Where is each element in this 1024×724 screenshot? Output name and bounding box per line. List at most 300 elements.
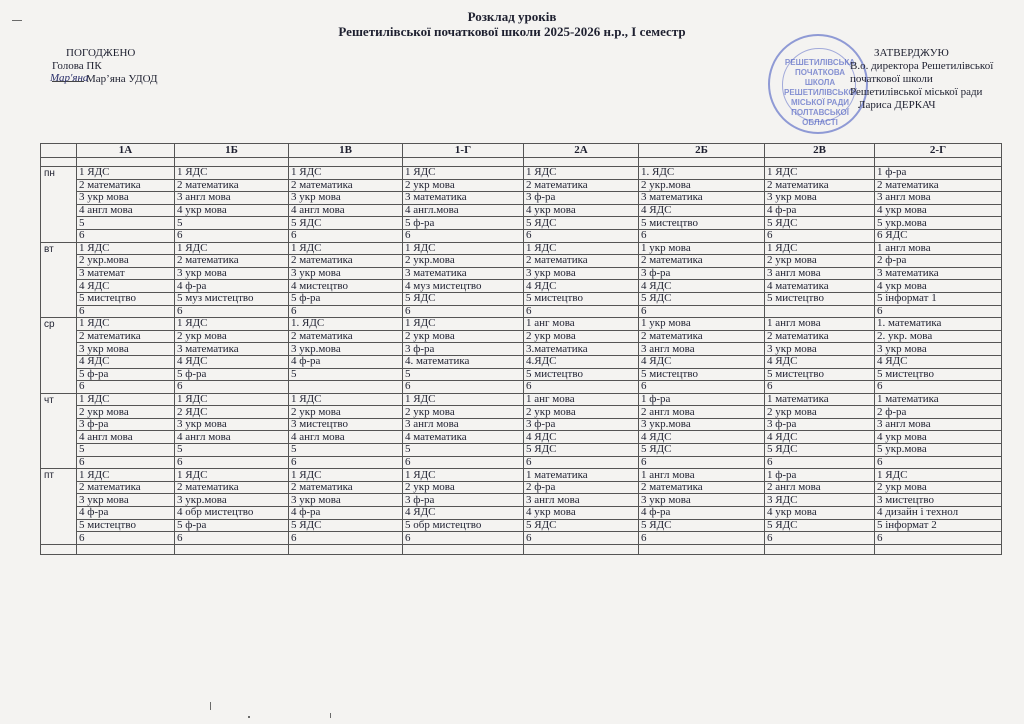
- lesson-cell: 3 математика: [639, 192, 765, 205]
- lesson-cell: 4 ф-ра: [175, 280, 289, 293]
- lesson-row: [41, 494, 1002, 507]
- lesson-cell: 1 ЯДС: [77, 393, 175, 406]
- lesson-cell: 4 математика: [765, 280, 875, 293]
- lesson-cell: 4 укр мова: [175, 204, 289, 217]
- lesson-row: [41, 355, 1002, 368]
- lesson-cell: 4 ЯДС: [639, 355, 765, 368]
- lesson-cell: 4 англ мова: [77, 431, 175, 444]
- lesson-cell: 2 ф-ра: [875, 255, 1002, 268]
- approved-left-label: ПОГОДЖЕНО: [66, 47, 136, 59]
- empty-cell: [765, 544, 875, 554]
- lesson-cell: 6: [77, 381, 175, 394]
- seal-line-4: МІСЬКОЇ РАДИ: [790, 98, 850, 107]
- lesson-cell: 5 ЯДС: [639, 519, 765, 532]
- lesson-cell: 2 укр мова: [77, 406, 175, 419]
- lesson-cell: 1. математика: [875, 318, 1002, 331]
- lesson-cell: 2 укр.мова: [639, 179, 765, 192]
- empty-cell: [41, 544, 77, 554]
- lesson-cell: 5 муз мистецтво: [175, 292, 289, 305]
- lesson-cell: 4 ЯДС: [524, 431, 639, 444]
- lesson-cell: 2 математика: [639, 255, 765, 268]
- lesson-cell: 5 ЯДС: [765, 444, 875, 457]
- lesson-cell: 3 англ мова: [639, 343, 765, 356]
- seal-line-1: РЕШЕТИЛІВСЬКА: [784, 58, 856, 67]
- lesson-cell: 5 ЯДС: [524, 444, 639, 457]
- lesson-cell: 1 ЯДС: [289, 469, 403, 482]
- lesson-cell: 3 укр мова: [765, 343, 875, 356]
- lesson-row: [41, 343, 1002, 356]
- lesson-cell: 2 укр мова: [403, 179, 524, 192]
- lesson-cell: 1 ЯДС: [403, 393, 524, 406]
- lesson-cell: 5 мистецтво: [77, 519, 175, 532]
- lesson-row: [41, 481, 1002, 494]
- class-header: 2Б: [639, 144, 765, 158]
- lesson-cell: 5: [77, 217, 175, 230]
- title-line-1: Розклад уроків: [467, 9, 557, 24]
- empty-cell: [77, 544, 175, 554]
- lesson-cell: 4 ф-ра: [289, 355, 403, 368]
- lesson-cell: 2 укр мова: [765, 255, 875, 268]
- approved-right-council: Решетилівської міської ради: [850, 86, 983, 98]
- lesson-cell: 3 ф-ра: [403, 494, 524, 507]
- lesson-cell: 1 ЯДС: [289, 242, 403, 255]
- lesson-row: [41, 469, 1002, 482]
- scan-mark: [210, 702, 211, 710]
- lesson-cell: 1 анг мова: [524, 318, 639, 331]
- lesson-cell: 6: [175, 456, 289, 469]
- lesson-row: [41, 456, 1002, 469]
- approved-right-name: Лариса ДЕРКАЧ: [858, 99, 936, 111]
- empty-cell: [639, 158, 765, 167]
- lesson-cell: 6: [403, 229, 524, 242]
- lesson-cell: 2 укр мова: [175, 330, 289, 343]
- lesson-cell: 6: [765, 532, 875, 545]
- lesson-cell: 6: [175, 381, 289, 394]
- lesson-cell: 3 ЯДС: [765, 494, 875, 507]
- empty-cell: [524, 544, 639, 554]
- lesson-cell: 2 математика: [524, 179, 639, 192]
- lesson-cell: 6: [875, 456, 1002, 469]
- lesson-cell: 6: [289, 532, 403, 545]
- lesson-cell: 4 ЯДС: [639, 280, 765, 293]
- lesson-cell: 4 дизайн і технол: [875, 507, 1002, 520]
- lesson-cell: 1 ЯДС: [289, 393, 403, 406]
- lesson-row: [41, 229, 1002, 242]
- day-label: вт: [41, 242, 77, 318]
- lesson-cell: 5 ф-ра: [77, 368, 175, 381]
- lesson-cell: 4 укр мова: [524, 204, 639, 217]
- lesson-cell: 6: [639, 532, 765, 545]
- lesson-row: [41, 444, 1002, 457]
- lesson-row: [41, 381, 1002, 394]
- lesson-cell: 1 ф-ра: [875, 167, 1002, 180]
- lesson-cell: 5 інформат 1: [875, 292, 1002, 305]
- lesson-cell: 3 укр мова: [875, 343, 1002, 356]
- lesson-cell: 5 ЯДС: [403, 292, 524, 305]
- lesson-cell: 2 ф-ра: [875, 406, 1002, 419]
- lesson-cell: 1 ЯДС: [77, 242, 175, 255]
- lesson-cell: 3 математика: [403, 192, 524, 205]
- lesson-cell: 2 математика: [289, 255, 403, 268]
- scan-mark: [248, 716, 250, 718]
- lesson-row: [41, 192, 1002, 205]
- lesson-cell: 4 ф-ра: [765, 204, 875, 217]
- lesson-cell: 6: [77, 305, 175, 318]
- lesson-cell: 4 ЯДС: [765, 431, 875, 444]
- empty-cell: [765, 158, 875, 167]
- lesson-cell: 3 ф-ра: [524, 418, 639, 431]
- lesson-cell: 1 ЯДС: [289, 167, 403, 180]
- lesson-cell: 1 ф-ра: [639, 393, 765, 406]
- lesson-cell: 5: [175, 444, 289, 457]
- lesson-cell: 4 укр мова: [875, 280, 1002, 293]
- lesson-cell: 2 математика: [175, 255, 289, 268]
- lesson-cell: 6: [639, 305, 765, 318]
- lesson-cell: 5 ЯДС: [289, 217, 403, 230]
- lesson-cell: 2 укр мова: [403, 406, 524, 419]
- lesson-cell: 5 укр.мова: [875, 217, 1002, 230]
- day-label: чт: [41, 393, 77, 469]
- lesson-cell: 3 укр.мова: [289, 343, 403, 356]
- lesson-cell: 4 англ мова: [289, 204, 403, 217]
- lesson-cell: 2 укр.мова: [403, 255, 524, 268]
- lesson-cell: 6: [524, 456, 639, 469]
- class-header: 1-Г: [403, 144, 524, 158]
- approved-right-school: початкової школи: [850, 73, 933, 85]
- lesson-cell: 4 ф-ра: [77, 507, 175, 520]
- lesson-cell: 5 мистецтво: [765, 292, 875, 305]
- lesson-cell: 5: [403, 444, 524, 457]
- lesson-cell: 2 математика: [875, 179, 1002, 192]
- lesson-row: [41, 393, 1002, 406]
- approved-left-position: Голова ПК: [52, 60, 102, 72]
- lesson-cell: 6: [875, 381, 1002, 394]
- lesson-cell: 3 укр.мова: [175, 494, 289, 507]
- lesson-cell: 1 ЯДС: [403, 318, 524, 331]
- lesson-cell: 1 ЯДС: [77, 469, 175, 482]
- lesson-cell: 1. ЯДС: [289, 318, 403, 331]
- lesson-cell: 5: [289, 444, 403, 457]
- lesson-cell: 4 англ мова: [77, 204, 175, 217]
- lesson-cell: 1 математика: [524, 469, 639, 482]
- lesson-cell: 5: [403, 368, 524, 381]
- class-header: 2-Г: [875, 144, 1002, 158]
- lesson-cell: 2 математика: [765, 330, 875, 343]
- lesson-cell: 1 укр мова: [639, 318, 765, 331]
- lesson-cell: 4 ф-ра: [639, 507, 765, 520]
- lesson-cell: 3 математ: [77, 267, 175, 280]
- lesson-cell: 6: [77, 229, 175, 242]
- lesson-cell: 4 ЯДС: [77, 280, 175, 293]
- lesson-cell: 4 англ мова: [175, 431, 289, 444]
- lesson-row: [41, 292, 1002, 305]
- lesson-cell: 6: [639, 381, 765, 394]
- lesson-cell: 2 укр мова: [524, 330, 639, 343]
- lesson-cell: 4 англ.мова: [403, 204, 524, 217]
- lesson-cell: 6: [403, 532, 524, 545]
- lesson-cell: 4 мистецтво: [289, 280, 403, 293]
- lesson-cell: 1 математика: [765, 393, 875, 406]
- approved-right-label: ЗАТВЕРДЖУЮ: [874, 47, 949, 59]
- lesson-cell: 5 обр мистецтво: [403, 519, 524, 532]
- lesson-cell: 2 англ мова: [639, 406, 765, 419]
- lesson-cell: 4 укр мова: [875, 431, 1002, 444]
- lesson-cell: 5 мистецтво: [77, 292, 175, 305]
- lesson-row: [41, 204, 1002, 217]
- approval-right-block: [850, 47, 993, 112]
- lesson-row: [41, 242, 1002, 255]
- lesson-cell: 2 математика: [77, 481, 175, 494]
- lesson-cell: 4 англ мова: [289, 431, 403, 444]
- lesson-cell: 5 мистецтво: [765, 368, 875, 381]
- lesson-cell: 3 ф-ра: [403, 343, 524, 356]
- lesson-row: [41, 406, 1002, 419]
- lesson-cell: 2 математика: [175, 481, 289, 494]
- lesson-cell: 2. укр. мова: [875, 330, 1002, 343]
- scan-mark: [12, 20, 22, 21]
- lesson-cell: 4 ЯДС: [639, 431, 765, 444]
- lesson-cell: 4 обр мистецтво: [175, 507, 289, 520]
- lesson-cell: 5 ЯДС: [765, 217, 875, 230]
- lesson-cell: 3 математика: [875, 267, 1002, 280]
- lesson-cell: 2 укр мова: [765, 406, 875, 419]
- lesson-cell: 2 математика: [639, 330, 765, 343]
- lesson-cell: 6: [77, 456, 175, 469]
- lesson-cell: 6: [289, 229, 403, 242]
- document-title: [0, 9, 1024, 39]
- lesson-cell: 4 ЯДС: [77, 355, 175, 368]
- class-header: 2А: [524, 144, 639, 158]
- corner-cell: [41, 144, 77, 158]
- scan-mark: [330, 713, 331, 718]
- lesson-cell: 5 ф-ра: [175, 519, 289, 532]
- lesson-cell: 1 анг мова: [524, 393, 639, 406]
- lesson-cell: 3.математика: [524, 343, 639, 356]
- lesson-cell: 2 укр мова: [403, 481, 524, 494]
- lesson-cell: 5 ф-ра: [403, 217, 524, 230]
- lesson-cell: 4 ЯДС: [875, 355, 1002, 368]
- empty-cell: [289, 544, 403, 554]
- lesson-cell: 4 укр мова: [875, 204, 1002, 217]
- empty-cell: [875, 158, 1002, 167]
- lesson-cell: 6: [524, 381, 639, 394]
- lesson-cell: 1 ЯДС: [403, 242, 524, 255]
- lesson-cell: 1 ЯДС: [875, 469, 1002, 482]
- lesson-cell: 4.ЯДС: [524, 355, 639, 368]
- lesson-cell: 1 ЯДС: [77, 318, 175, 331]
- lesson-cell: 2 англ мова: [765, 481, 875, 494]
- lesson-cell: 2 ЯДС: [175, 406, 289, 419]
- lesson-cell: 3 укр мова: [77, 192, 175, 205]
- lesson-cell: 1 ЯДС: [77, 167, 175, 180]
- lesson-cell: 2 математика: [77, 330, 175, 343]
- lesson-cell: 1 укр мова: [639, 242, 765, 255]
- lesson-cell: 6: [639, 456, 765, 469]
- lesson-cell: 5: [77, 444, 175, 457]
- seal-line-6: ОБЛАСТІ: [802, 118, 838, 127]
- spacer-row: [41, 158, 1002, 167]
- lesson-cell: 4 ЯДС: [524, 280, 639, 293]
- lesson-cell: 1 ЯДС: [175, 242, 289, 255]
- lesson-cell: 3 укр мова: [639, 494, 765, 507]
- lesson-cell: 2 укр мова: [289, 406, 403, 419]
- schedule-table: [40, 143, 1002, 555]
- lesson-cell: 3 укр.мова: [639, 418, 765, 431]
- lesson-cell: 1 ф-ра: [765, 469, 875, 482]
- lesson-cell: 4 ЯДС: [403, 507, 524, 520]
- lesson-cell: 3 англ мова: [524, 494, 639, 507]
- lesson-row: [41, 418, 1002, 431]
- lesson-cell: 5 укр.мова: [875, 444, 1002, 457]
- title-line-2: Решетилівської початкової школи 2025-2026 н.р., І семестр: [338, 24, 686, 39]
- handwritten-signature: Мар'яна: [50, 72, 89, 84]
- lesson-row: [41, 519, 1002, 532]
- signature-line: [50, 72, 89, 84]
- lesson-cell: 6: [403, 456, 524, 469]
- lesson-cell: 3 укр мова: [289, 494, 403, 507]
- lesson-cell: 3 укр мова: [524, 267, 639, 280]
- lesson-cell: 4 муз мистецтво: [403, 280, 524, 293]
- lesson-cell: 3 укр мова: [77, 494, 175, 507]
- lesson-row: [41, 267, 1002, 280]
- lesson-cell: 5: [289, 368, 403, 381]
- lesson-cell: 1 англ мова: [875, 242, 1002, 255]
- lesson-cell: 6 ЯДС: [875, 229, 1002, 242]
- lesson-row: [41, 280, 1002, 293]
- lesson-cell: 4 ф-ра: [289, 507, 403, 520]
- empty-cell: [403, 544, 524, 554]
- lesson-cell: 3 англ мова: [875, 418, 1002, 431]
- lesson-cell: 1 ЯДС: [403, 469, 524, 482]
- lesson-cell: 4. математика: [403, 355, 524, 368]
- lesson-cell: [765, 305, 875, 318]
- lesson-cell: 6: [289, 305, 403, 318]
- lesson-cell: 1 ЯДС: [175, 393, 289, 406]
- lesson-cell: 1 ЯДС: [403, 167, 524, 180]
- lesson-cell: 6: [403, 305, 524, 318]
- lesson-cell: 3 мистецтво: [289, 418, 403, 431]
- lesson-cell: 5 мистецтво: [875, 368, 1002, 381]
- lesson-cell: 3 укр мова: [175, 267, 289, 280]
- lesson-cell: 3 укр мова: [289, 267, 403, 280]
- lesson-cell: 6: [875, 305, 1002, 318]
- lesson-cell: 3 укр мова: [77, 343, 175, 356]
- lesson-row: [41, 255, 1002, 268]
- lesson-cell: 5 ЯДС: [289, 519, 403, 532]
- lesson-row: [41, 532, 1002, 545]
- lesson-row: [41, 318, 1002, 331]
- lesson-cell: 1 ЯДС: [765, 167, 875, 180]
- lesson-cell: 2 математика: [175, 179, 289, 192]
- approved-left-name: Мар’яна УДОД: [86, 73, 158, 85]
- seal-line-5: ПОЛТАВСЬКОЇ: [791, 108, 849, 117]
- spacer-row: [41, 544, 1002, 554]
- lesson-cell: 6: [175, 305, 289, 318]
- class-header-row: [41, 144, 1002, 158]
- approval-left-block: [52, 47, 157, 86]
- day-label: пн: [41, 167, 77, 243]
- lesson-cell: 5 ф-ра: [175, 368, 289, 381]
- lesson-cell: 3 математика: [403, 267, 524, 280]
- lesson-cell: 3 укр мова: [765, 192, 875, 205]
- lesson-cell: 4 укр мова: [524, 507, 639, 520]
- lesson-cell: 5 ЯДС: [639, 444, 765, 457]
- lesson-cell: 4 математика: [403, 431, 524, 444]
- lesson-cell: 4 ЯДС: [175, 355, 289, 368]
- lesson-cell: 6: [403, 381, 524, 394]
- lesson-row: [41, 305, 1002, 318]
- lesson-cell: 2 математика: [765, 179, 875, 192]
- lesson-cell: 3 ф-ра: [77, 418, 175, 431]
- empty-cell: [289, 158, 403, 167]
- lesson-cell: 5: [175, 217, 289, 230]
- lesson-row: [41, 368, 1002, 381]
- day-label: ср: [41, 318, 77, 394]
- lesson-cell: 2 укр мова: [403, 330, 524, 343]
- lesson-cell: 2 математика: [639, 481, 765, 494]
- lesson-cell: 6: [765, 456, 875, 469]
- lesson-row: [41, 167, 1002, 180]
- lesson-cell: 1. ЯДС: [639, 167, 765, 180]
- lesson-cell: 2 укр.мова: [77, 255, 175, 268]
- seal-line-3: РЕШЕТИЛІВСЬКОЇ: [784, 88, 857, 97]
- empty-cell: [639, 544, 765, 554]
- lesson-row: [41, 179, 1002, 192]
- lesson-cell: 5 мистецтво: [524, 292, 639, 305]
- lesson-cell: 1 математика: [875, 393, 1002, 406]
- lesson-cell: 2 математика: [289, 481, 403, 494]
- lesson-cell: 6: [875, 532, 1002, 545]
- lesson-cell: 3 англ мова: [765, 267, 875, 280]
- class-header: 1А: [77, 144, 175, 158]
- lesson-cell: 3 ф-ра: [639, 267, 765, 280]
- lesson-cell: 5 ЯДС: [524, 519, 639, 532]
- class-header: 1Б: [175, 144, 289, 158]
- lesson-cell: [289, 381, 403, 394]
- lesson-cell: 6: [289, 456, 403, 469]
- empty-cell: [77, 158, 175, 167]
- lesson-cell: 3 укр мова: [175, 418, 289, 431]
- lesson-cell: 2 укр мова: [875, 481, 1002, 494]
- lesson-cell: 3 англ мова: [175, 192, 289, 205]
- empty-cell: [875, 544, 1002, 554]
- day-label: пт: [41, 469, 77, 545]
- class-header: 2В: [765, 144, 875, 158]
- lesson-cell: 5 ЯДС: [524, 217, 639, 230]
- lesson-cell: 6: [175, 229, 289, 242]
- lesson-cell: 1 ЯДС: [765, 242, 875, 255]
- lesson-cell: 3 мистецтво: [875, 494, 1002, 507]
- lesson-cell: 6: [77, 532, 175, 545]
- lesson-cell: 5 ф-ра: [289, 292, 403, 305]
- lesson-cell: 2 ф-ра: [524, 481, 639, 494]
- lesson-cell: 6: [524, 532, 639, 545]
- lesson-cell: 6: [639, 229, 765, 242]
- lesson-row: [41, 217, 1002, 230]
- lesson-cell: 6: [175, 532, 289, 545]
- lesson-cell: 1 ЯДС: [175, 318, 289, 331]
- lesson-cell: 4 укр мова: [765, 507, 875, 520]
- lesson-cell: 1 ЯДС: [175, 167, 289, 180]
- lesson-cell: 6: [524, 305, 639, 318]
- lesson-cell: 6: [765, 381, 875, 394]
- lesson-cell: 5 мистецтво: [524, 368, 639, 381]
- lesson-cell: 3 укр мова: [289, 192, 403, 205]
- lesson-row: [41, 507, 1002, 520]
- seal-text: [784, 58, 856, 128]
- lesson-cell: 5 ЯДС: [765, 519, 875, 532]
- lesson-cell: 4 ЯДС: [765, 355, 875, 368]
